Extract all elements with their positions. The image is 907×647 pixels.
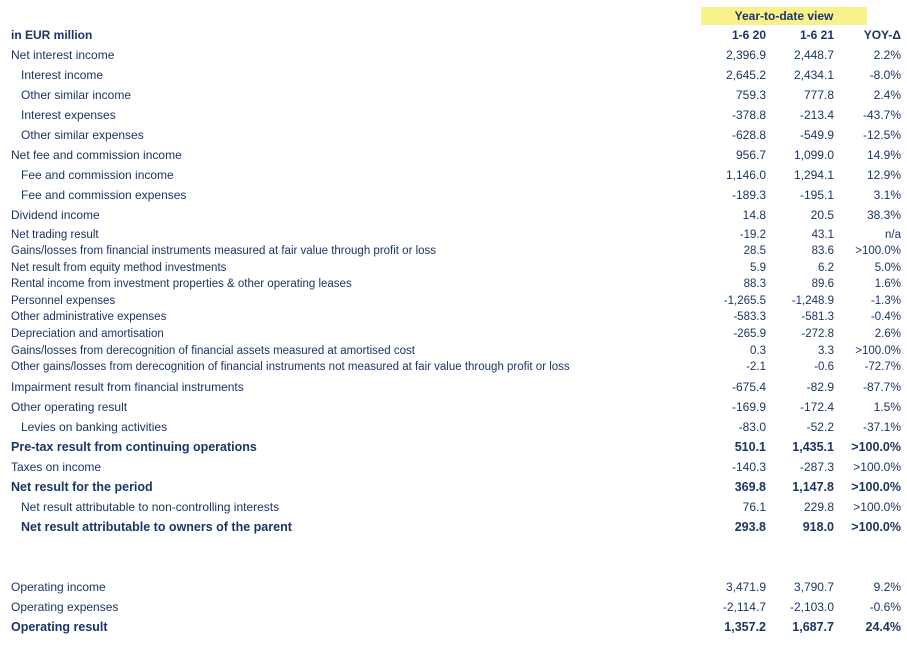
value-h1-2021: 20.5 bbox=[810, 208, 834, 222]
table-row bbox=[0, 275, 907, 293]
value-h1-2020: 956.7 bbox=[735, 148, 766, 162]
value-yoy: >100.0% bbox=[853, 500, 901, 514]
value-h1-2020: 88.3 bbox=[743, 278, 766, 290]
table-row bbox=[0, 186, 907, 204]
value-h1-2020: -628.8 bbox=[731, 128, 766, 142]
value-h1-2021: 1,294.1 bbox=[793, 168, 834, 182]
row-label: Fee and commission expenses bbox=[21, 188, 187, 202]
value-h1-2020: -189.3 bbox=[731, 188, 766, 202]
table-row bbox=[0, 325, 907, 343]
row-label: Net result attributable to owners of the parent bbox=[21, 520, 292, 534]
value-h1-2020: 28.5 bbox=[743, 245, 766, 257]
value-h1-2021: 3,790.7 bbox=[793, 580, 834, 594]
table-row bbox=[0, 358, 907, 376]
table-row bbox=[0, 418, 907, 436]
value-yoy: >100.0% bbox=[851, 520, 901, 534]
value-h1-2020: -83.0 bbox=[738, 420, 766, 434]
value-h1-2020: -583.3 bbox=[733, 311, 766, 323]
value-yoy: >100.0% bbox=[851, 480, 901, 494]
row-label: Gains/losses from derecognition of financial assets measured at amortised cost bbox=[11, 345, 415, 357]
table-row bbox=[0, 308, 907, 326]
value-h1-2020: 2,396.9 bbox=[725, 48, 766, 62]
table-row bbox=[0, 146, 907, 164]
value-h1-2020: -2,114.7 bbox=[722, 600, 766, 614]
value-h1-2021: -272.8 bbox=[801, 328, 834, 340]
value-yoy: -72.7% bbox=[864, 361, 901, 373]
value-h1-2021: -52.2 bbox=[806, 420, 834, 434]
row-label: Taxes on income bbox=[11, 460, 102, 474]
row-label: Other similar income bbox=[21, 88, 132, 102]
table-row-subtotal bbox=[0, 438, 907, 456]
value-h1-2020: 293.8 bbox=[734, 520, 766, 534]
row-label: Other administrative expenses bbox=[11, 311, 167, 323]
value-yoy: >100.0% bbox=[855, 345, 901, 357]
table-row bbox=[0, 206, 907, 224]
value-yoy: 3.1% bbox=[873, 188, 901, 202]
value-h1-2020: 1,146.0 bbox=[725, 168, 766, 182]
row-label: Levies on banking activities bbox=[21, 420, 168, 434]
table-row-subtotal bbox=[0, 478, 907, 496]
value-h1-2021: 6.2 bbox=[818, 262, 834, 274]
value-h1-2021: -0.6 bbox=[814, 361, 834, 373]
row-label: Interest expenses bbox=[21, 108, 116, 122]
value-yoy: -8.0% bbox=[869, 68, 901, 82]
value-yoy: 38.3% bbox=[866, 208, 901, 222]
value-h1-2020: 510.1 bbox=[734, 440, 766, 454]
row-label: Operating income bbox=[11, 580, 106, 594]
value-h1-2021: 918.0 bbox=[802, 520, 834, 534]
value-yoy: -37.1% bbox=[862, 420, 901, 434]
value-yoy: n/a bbox=[885, 229, 901, 241]
value-h1-2020: 759.3 bbox=[735, 88, 766, 102]
value-h1-2021: 2,448.7 bbox=[793, 48, 834, 62]
value-yoy: 12.9% bbox=[866, 168, 901, 182]
row-label: Impairment result from financial instruments bbox=[11, 380, 244, 394]
table-row bbox=[0, 86, 907, 104]
value-h1-2020: 1,357.2 bbox=[724, 620, 766, 634]
value-h1-2020: -378.8 bbox=[731, 108, 766, 122]
table-row bbox=[0, 458, 907, 476]
value-h1-2021: -581.3 bbox=[801, 311, 834, 323]
value-h1-2020: -19.2 bbox=[739, 229, 766, 241]
value-h1-2021: 3.3 bbox=[818, 345, 834, 357]
value-yoy: 1.5% bbox=[873, 400, 901, 414]
value-yoy: 2.6% bbox=[874, 328, 901, 340]
value-h1-2020: -1,265.5 bbox=[723, 295, 766, 307]
unit-label: in EUR million bbox=[11, 28, 93, 42]
row-label: Other similar expenses bbox=[21, 128, 144, 142]
value-h1-2021: -1,248.9 bbox=[791, 295, 834, 307]
value-yoy: 2.4% bbox=[873, 88, 901, 102]
value-yoy: -43.7% bbox=[862, 108, 901, 122]
value-yoy: -87.7% bbox=[862, 380, 901, 394]
row-label: Gains/losses from financial instruments measured at fair value through profit or loss bbox=[11, 245, 437, 257]
value-yoy: >100.0% bbox=[855, 245, 901, 257]
row-label: Net result attributable to non-controlling interests bbox=[21, 500, 280, 514]
value-h1-2020: 3,471.9 bbox=[725, 580, 766, 594]
row-label: Other operating result bbox=[11, 400, 128, 414]
column-header-h1-2020: 1-6 20 bbox=[731, 28, 766, 42]
value-h1-2021: 1,687.7 bbox=[792, 620, 834, 634]
row-label: Rental income from investment properties & other operating leases bbox=[11, 278, 352, 290]
table-row bbox=[0, 106, 907, 124]
value-h1-2021: 89.6 bbox=[811, 278, 834, 290]
table-row-subtotal bbox=[0, 618, 907, 636]
value-yoy: 9.2% bbox=[873, 580, 901, 594]
table-row bbox=[0, 498, 907, 516]
row-label: Net result from equity method investments bbox=[11, 262, 227, 274]
value-yoy: 2.2% bbox=[873, 48, 901, 62]
table-row bbox=[0, 46, 907, 64]
row-label: Pre-tax result from continuing operations bbox=[11, 440, 257, 454]
row-label: Depreciation and amortisation bbox=[11, 328, 164, 340]
row-label: Dividend income bbox=[11, 208, 100, 222]
value-h1-2021: -172.4 bbox=[799, 400, 834, 414]
table-row-subtotal bbox=[0, 518, 907, 536]
row-label: Fee and commission income bbox=[21, 168, 174, 182]
row-label: Operating result bbox=[11, 620, 108, 634]
value-yoy: >100.0% bbox=[851, 440, 901, 454]
value-h1-2021: 43.1 bbox=[811, 229, 834, 241]
value-h1-2020: -2.1 bbox=[746, 361, 766, 373]
table-row bbox=[0, 598, 907, 616]
table-row bbox=[0, 578, 907, 596]
value-h1-2020: 369.8 bbox=[734, 480, 766, 494]
value-h1-2021: 1,099.0 bbox=[793, 148, 834, 162]
value-h1-2021: -2,103.0 bbox=[789, 600, 834, 614]
value-h1-2021: 1,435.1 bbox=[792, 440, 834, 454]
table-row bbox=[0, 398, 907, 416]
value-h1-2020: -169.9 bbox=[731, 400, 766, 414]
value-h1-2020: -265.9 bbox=[733, 328, 766, 340]
value-h1-2021: 83.6 bbox=[811, 245, 834, 257]
value-h1-2021: 2,434.1 bbox=[793, 68, 834, 82]
value-h1-2021: -213.4 bbox=[799, 108, 834, 122]
table-row bbox=[0, 126, 907, 144]
table-row bbox=[0, 378, 907, 396]
value-yoy: 1.6% bbox=[874, 278, 901, 290]
value-h1-2021: -82.9 bbox=[806, 380, 834, 394]
value-yoy: 14.9% bbox=[866, 148, 901, 162]
value-yoy: 5.0% bbox=[874, 262, 901, 274]
value-yoy: -0.4% bbox=[870, 311, 901, 323]
row-label: Operating expenses bbox=[11, 600, 119, 614]
value-h1-2020: -140.3 bbox=[731, 460, 766, 474]
value-h1-2020: -675.4 bbox=[731, 380, 766, 394]
column-header-row bbox=[0, 26, 907, 44]
table-row bbox=[0, 66, 907, 84]
value-h1-2021: 229.8 bbox=[803, 500, 834, 514]
row-label: Net result for the period bbox=[11, 480, 153, 494]
value-h1-2020: 0.3 bbox=[750, 345, 766, 357]
value-h1-2020: 5.9 bbox=[750, 262, 766, 274]
value-h1-2021: 777.8 bbox=[803, 88, 834, 102]
value-h1-2021: -287.3 bbox=[799, 460, 834, 474]
value-h1-2020: 2,645.2 bbox=[725, 68, 766, 82]
value-yoy: 24.4% bbox=[865, 620, 901, 634]
row-label: Net fee and commission income bbox=[11, 148, 182, 162]
column-header-yoy-change: YOY-Δ bbox=[863, 28, 901, 42]
value-h1-2020: 76.1 bbox=[742, 500, 766, 514]
value-yoy: -1.3% bbox=[870, 295, 901, 307]
value-h1-2020: 14.8 bbox=[742, 208, 766, 222]
table-row bbox=[0, 166, 907, 184]
row-label: Net interest income bbox=[11, 48, 115, 62]
value-yoy: -0.6% bbox=[869, 600, 901, 614]
row-label: Interest income bbox=[21, 68, 104, 82]
row-label: Net trading result bbox=[11, 229, 99, 241]
value-h1-2021: -195.1 bbox=[799, 188, 834, 202]
row-label: Personnel expenses bbox=[11, 295, 116, 307]
row-label: Other gains/losses from derecognition of financial instruments not measured at fair value through profit or loss bbox=[11, 361, 570, 373]
column-header-h1-2021: 1-6 21 bbox=[799, 28, 834, 42]
value-yoy: >100.0% bbox=[853, 460, 901, 474]
value-yoy: -12.5% bbox=[862, 128, 901, 142]
value-h1-2021: 1,147.8 bbox=[792, 480, 834, 494]
year-to-date-header: Year-to-date view bbox=[701, 7, 867, 25]
table-row bbox=[0, 242, 907, 260]
value-h1-2021: -549.9 bbox=[799, 128, 834, 142]
